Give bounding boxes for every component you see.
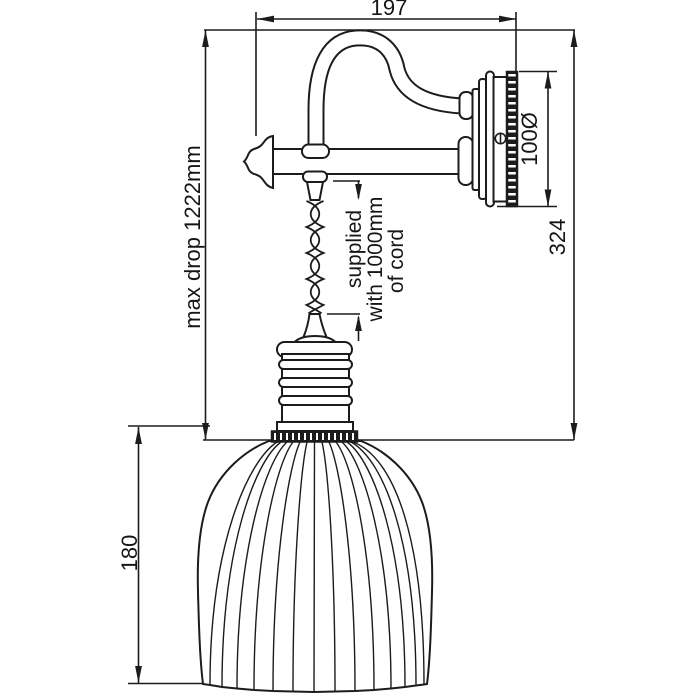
arrowhead-down [545, 190, 552, 207]
arrowhead-down [571, 423, 578, 440]
holder-rib-3 [279, 396, 352, 405]
dimension-label-max-drop: max drop 1222mm [180, 145, 205, 329]
bar-wall-bead [459, 137, 474, 185]
dimension-label-324: 324 [545, 218, 570, 256]
cord-grip-upper-flange [303, 172, 327, 183]
shade-knurled-ring [272, 431, 358, 442]
arrowhead-up [355, 315, 362, 331]
arrowhead-down [135, 666, 142, 683]
cord-grip-lower-cone [304, 314, 327, 337]
pleated-shade [198, 431, 432, 692]
arm-collar [302, 145, 329, 159]
dimension-backplate-diameter [517, 72, 551, 207]
wall-backplate [459, 72, 518, 207]
cord-grip-upper-cone [307, 182, 323, 200]
arrowhead-down [355, 184, 362, 200]
arrowhead-up [571, 30, 578, 47]
cord-strand-1 [307, 201, 322, 314]
lamp-holder [277, 314, 353, 431]
dimension-wall-height [545, 30, 577, 440]
arrowhead-up [135, 427, 142, 444]
arrowhead-down [202, 423, 209, 440]
arrowhead-left [257, 16, 274, 23]
dimension-max-drop [180, 30, 209, 440]
arm-wall-bead [460, 92, 474, 119]
dimension-shade-height [117, 427, 142, 683]
twisted-cord [307, 201, 324, 314]
cord-note-line-1: supplied [343, 209, 366, 289]
dimension-top-width [257, 0, 516, 22]
arrowhead-up [202, 30, 209, 47]
pleat-line [314, 442, 315, 692]
arrowhead-up [545, 72, 552, 89]
mounting-bar [272, 149, 462, 174]
holder-rib-2 [279, 378, 352, 387]
cord-note-line-3: of cord [385, 228, 408, 294]
cord-note-line-2: with 1000mm [364, 196, 387, 322]
mounting-bar-group [244, 136, 462, 200]
arrowhead-right [499, 16, 516, 23]
holder-rib-1 [279, 360, 352, 369]
dimension-label-180: 180 [117, 534, 142, 572]
swan-neck-arm [316, 38, 462, 153]
cord-note-callout [327, 181, 408, 341]
dimension-label-197: 197 [370, 0, 408, 20]
dimension-label-100: 100Ø [517, 112, 542, 166]
shade-gallery-band [277, 422, 353, 431]
bracket-finial [244, 136, 273, 188]
cord-strand-2 [309, 201, 324, 314]
